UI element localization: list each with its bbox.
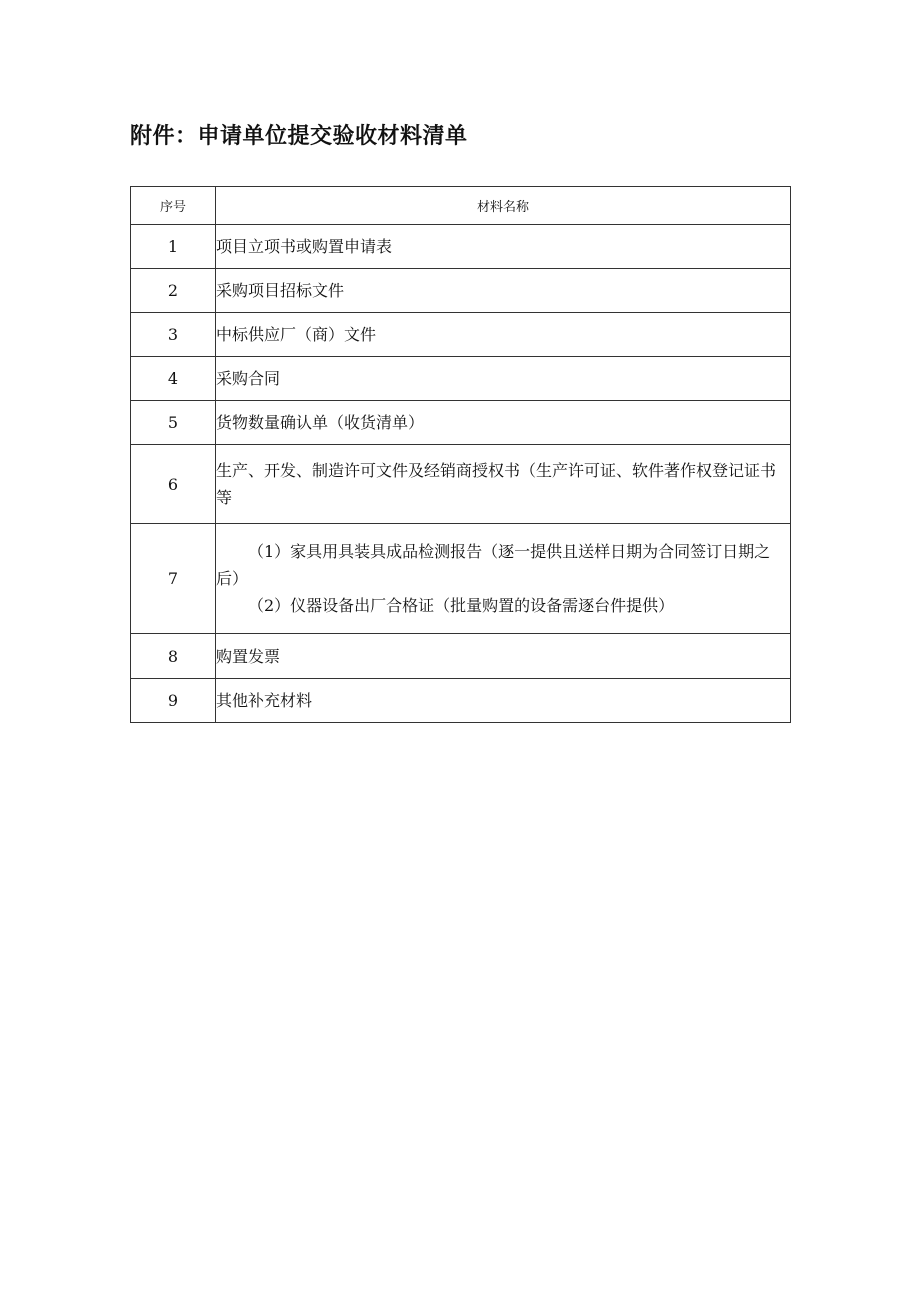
- material-line: （1）家具用具装具成品检测报告（逐一提供且送样日期为合同签订日期之后）: [216, 542, 771, 588]
- column-header-name: 材料名称: [216, 187, 791, 225]
- table-row: [131, 401, 791, 445]
- table-row: [131, 679, 791, 723]
- material-name: 生产、开发、制造许可文件及经销商授权书（生产许可证、软件著作权登记证书等: [216, 445, 791, 524]
- material-name: 采购项目招标文件: [216, 269, 791, 313]
- table-row: [131, 269, 791, 313]
- row-number: 9: [131, 679, 216, 723]
- table-row: [131, 313, 791, 357]
- table-row: [131, 225, 791, 269]
- row-number: 1: [131, 225, 216, 269]
- material-line: （2）仪器设备出厂合格证（批量购置的设备需逐台件提供）: [248, 596, 675, 615]
- material-name: 中标供应厂（商）文件: [216, 313, 791, 357]
- material-name: [216, 524, 791, 634]
- table-row: [131, 357, 791, 401]
- materials-table: [130, 186, 791, 723]
- material-name: 货物数量确认单（收货清单）: [216, 401, 791, 445]
- table-row: [131, 524, 791, 634]
- material-name: 其他补充材料: [216, 679, 791, 723]
- row-number: 7: [131, 524, 216, 634]
- material-name: 项目立项书或购置申请表: [216, 225, 791, 269]
- row-number: 4: [131, 357, 216, 401]
- material-name: 采购合同: [216, 357, 791, 401]
- material-name: 购置发票: [216, 634, 791, 679]
- page-title: 附件：申请单位提交验收材料清单: [130, 124, 468, 149]
- row-number: 8: [131, 634, 216, 679]
- table-header-row: [131, 187, 791, 225]
- row-number: 3: [131, 313, 216, 357]
- table-row: [131, 445, 791, 524]
- row-number: 5: [131, 401, 216, 445]
- row-number: 6: [131, 445, 216, 524]
- row-number: 2: [131, 269, 216, 313]
- column-header-no: 序号: [131, 187, 216, 225]
- table-row: [131, 634, 791, 679]
